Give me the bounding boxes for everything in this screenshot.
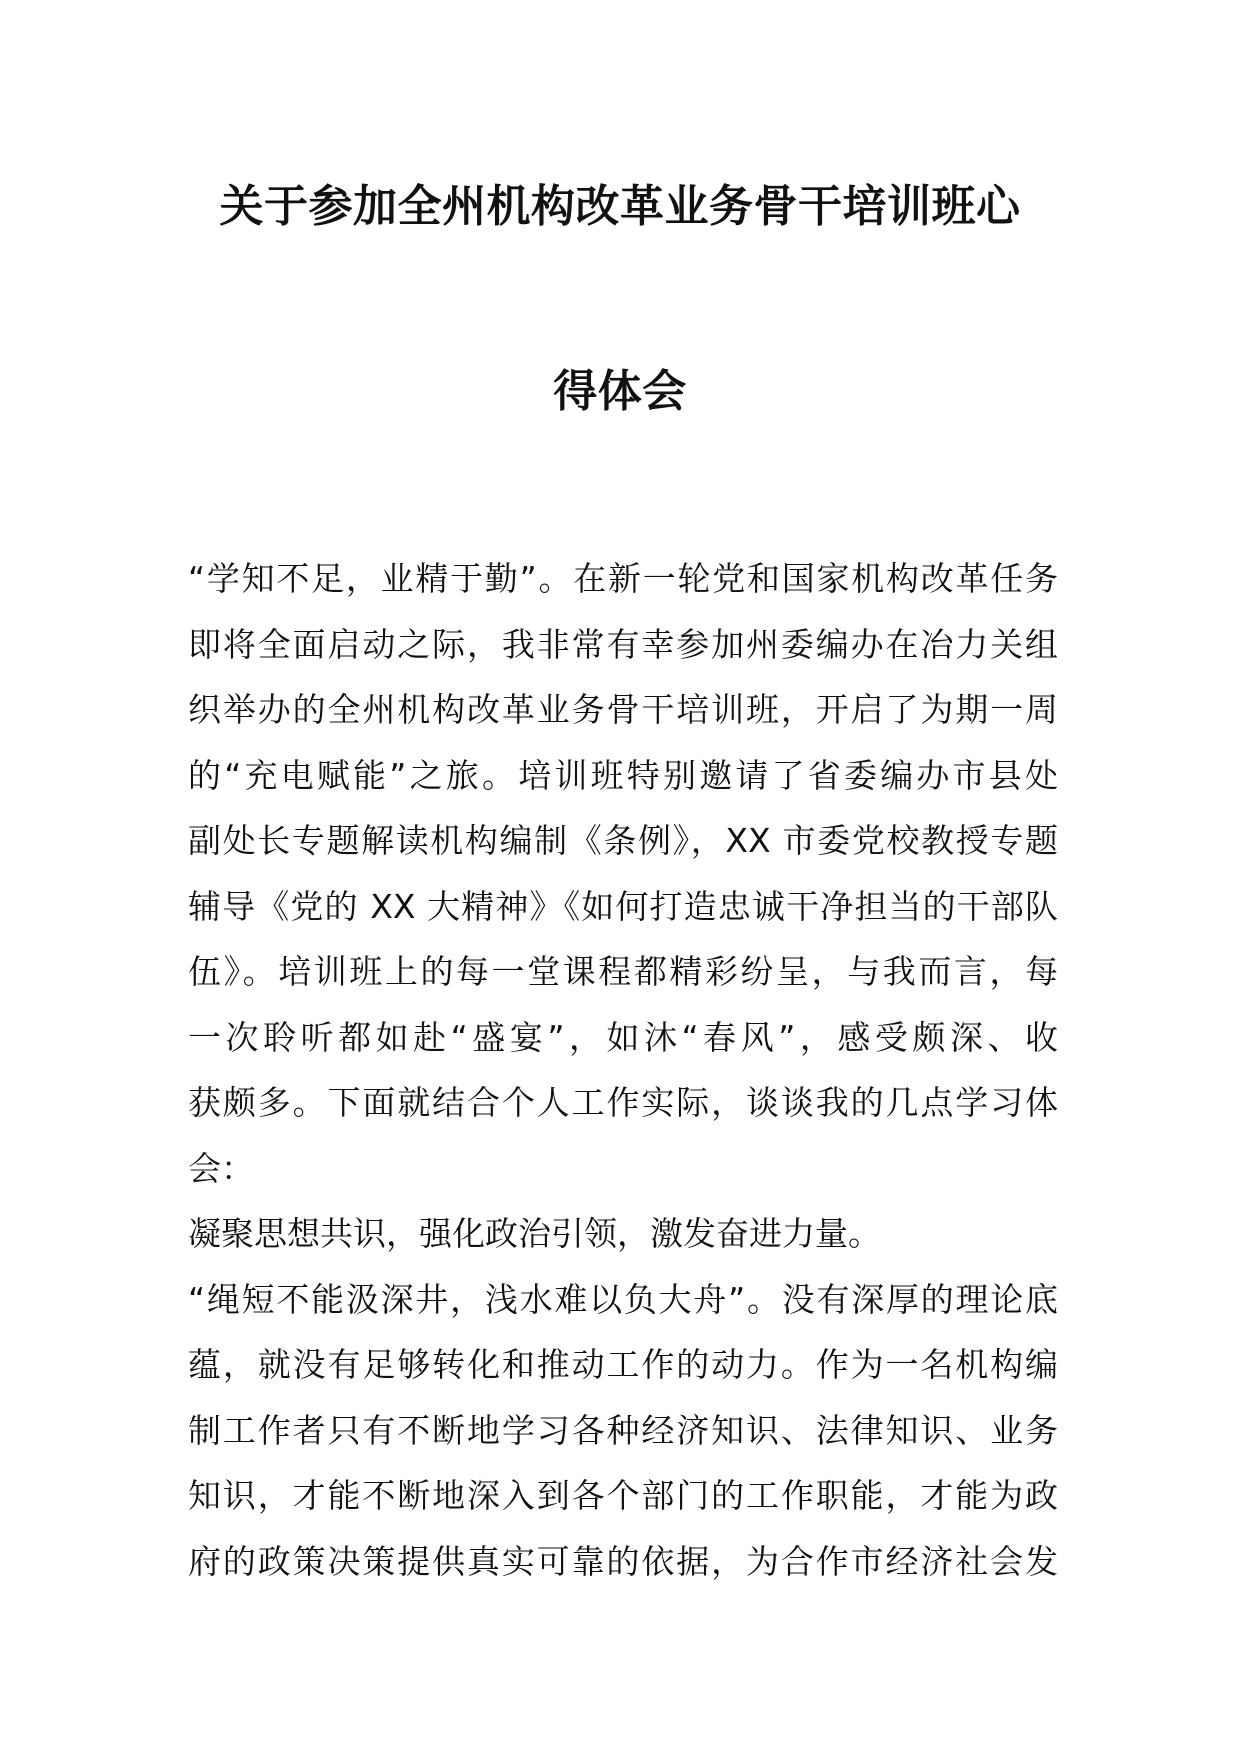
paragraph-1-line: 会： — [188, 1148, 254, 1188]
paragraph-2-line: 知识，才能不断地深入到各个部门的工作职能，才能为政 — [188, 1476, 1058, 1515]
paragraph-1-line: 一次聆听都如赴“盛宴”，如沐“春风”，感受颇深、收 — [188, 1017, 1058, 1057]
paragraph-2-line: 蕴，就没有足够转化和推动工作的动力。作为一名机构编 — [188, 1345, 1058, 1384]
paragraph-1-line: 辅导《党的 XX 大精神》《如何打造忠诚干净担当的干部队 — [188, 886, 1058, 926]
paragraph-1-line: 副处长专题解读机构编制《条例》，XX 市委党校教授专题 — [188, 821, 1058, 860]
paragraph-2-line: 府的政策决策提供真实可靠的依据，为合作市经济社会发 — [188, 1541, 1058, 1581]
paragraph-2-line: “绳短不能汲深井，浅水难以负大舟”。没有深厚的理论底 — [188, 1279, 1058, 1319]
paragraph-1-line: 即将全面启动之际，我非常有幸参加州委编办在冶力关组 — [188, 624, 1058, 664]
paragraph-1-line: 伍》。培训班上的每一堂课程都精彩纷呈，与我而言，每 — [188, 952, 1058, 991]
paragraph-1-line: 织举办的全州机构改革业务骨干培训班，开启了为期一周 — [188, 690, 1058, 729]
document-body — [188, 546, 1058, 1594]
paragraph-2-line: 制工作者只有不断地学习各种经济知识、法律知识、业务 — [188, 1410, 1058, 1450]
document-title-line-2: 得体会 — [553, 366, 687, 417]
document-title-line-1: 关于参加全州机构改革业务骨干培训班心 — [219, 181, 1021, 232]
paragraph-1-line: “学知不足，业精于勤”。在新一轮党和国家机构改革任务 — [188, 559, 1058, 598]
paragraph-1-line: 的“充电赋能”之旅。培训班特别邀请了省委编办市县处 — [188, 755, 1058, 795]
paragraph-1-line: 获颇多。下面就结合个人工作实际，谈谈我的几点学习体 — [188, 1083, 1058, 1122]
section-heading-1: 凝聚思想共识，强化政治引领，激发奋进力量。 — [188, 1214, 881, 1253]
